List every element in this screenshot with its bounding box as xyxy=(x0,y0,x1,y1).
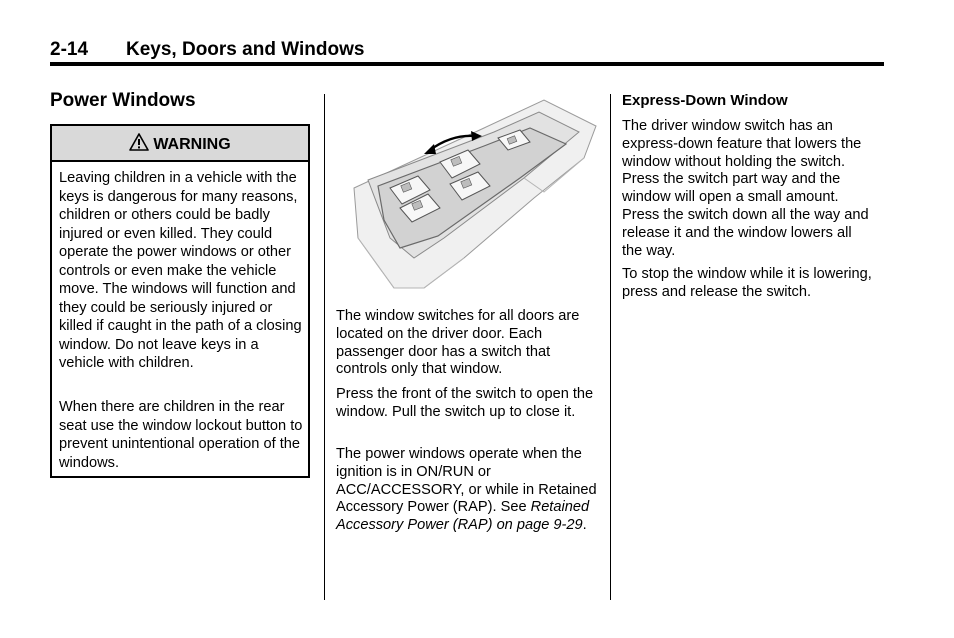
window-switch-panel-illustration xyxy=(334,88,604,300)
warning-box xyxy=(50,124,310,478)
column-divider-right xyxy=(610,94,611,600)
chapter-title: Keys, Doors and Windows xyxy=(126,39,365,60)
middle-paragraph-3-end: . xyxy=(582,517,587,534)
express-down-title: Express-Down Window xyxy=(622,92,788,109)
warning-paragraph-1: Leaving children in a vehicle with the keys is dangerous for many reasons, children or others could be badly injured or even killed. They could operate the power windows or other controls or even make the vehicle move. The windows will function and they could be seriously injured or killed if caught in the path of a closing window. Do not leave keys in a vehicle with children. xyxy=(59,170,302,371)
express-down-paragraph-2: To stop the window while it is lowering, press and release the switch. xyxy=(622,266,872,300)
column-divider-left xyxy=(324,94,325,600)
warning-paragraph-2: When there are children in the rear seat use the window lockout button to prevent unintentional operation of the windows. xyxy=(59,399,303,471)
express-down-paragraph-1: The driver window switch has an express-down feature that lowers the window without holding the switch. Press the switch part way and the window will open a small amount. Press the switch down all the way and release it and the window lowers all the way. xyxy=(622,118,869,259)
middle-paragraph-3 xyxy=(336,446,602,535)
page-number: 2-14 xyxy=(50,39,89,60)
cross-reference-link[interactable]: Retained Accessory Power (RAP) on page 9-29 xyxy=(336,499,590,534)
middle-paragraph-1: The window switches for all doors are located on the driver door. Each passenger door has a switch that controls only that window. xyxy=(336,308,580,378)
warning-label: WARNING xyxy=(153,136,231,153)
middle-paragraph-2: Press the front of the switch to open the window. Pull the switch up to close it. xyxy=(336,386,594,420)
middle-paragraph-3-text: The power windows operate when the ignition is in ON/RUN or ACC/ACCESSORY, or while in Retained Accessory Power (RAP). See xyxy=(336,446,597,516)
header-rule xyxy=(50,62,884,66)
section-title: Power Windows xyxy=(50,90,196,111)
exclamation-triangle-icon xyxy=(129,133,149,156)
warning-header xyxy=(52,126,308,162)
